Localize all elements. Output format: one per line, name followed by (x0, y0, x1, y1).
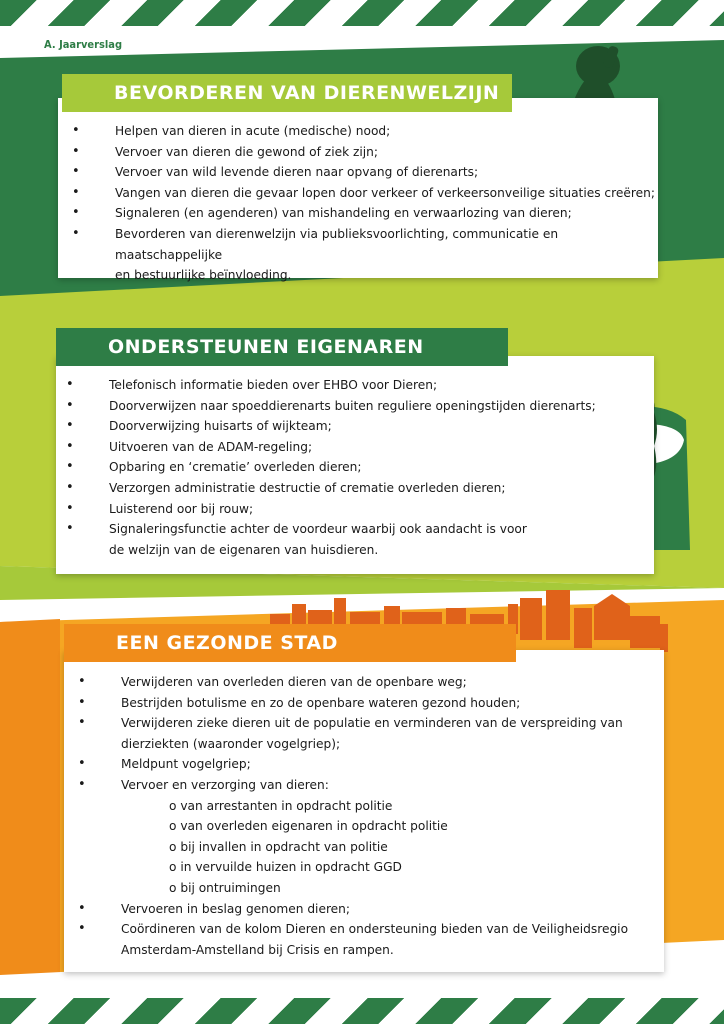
list-item: • Telefonisch informatie bieden over EHBO voor Dieren; (52, 375, 652, 396)
list-item-continued: dierziekten (waaronder vogelgriep); (121, 736, 341, 751)
list-item: • Verwijderen van overleden dieren van de openbare weg; (64, 672, 664, 693)
list-eigenaren (52, 375, 652, 560)
list-item: • Vervoeren in beslag genomen dieren; (64, 899, 664, 920)
list-item-continued: en bestuurlijke beïnvloeding. (115, 268, 292, 283)
list-item: • Verzorgen administratie destructie of crematie overleden dieren; (52, 478, 652, 499)
sub-list-item: o bij ontruimingen (169, 880, 281, 895)
list-item: • Signaleringsfunctie achter de voordeur waarbij ook aandacht is voor (52, 519, 652, 540)
list-item: • Opbaring en ‘crematie’ overleden dieren; (52, 457, 652, 478)
list-item: • Doorverwijzing huisarts of wijkteam; (52, 416, 652, 437)
list-gezonde-stad (64, 672, 664, 960)
sub-list-item: o bij invallen in opdracht van politie (169, 839, 388, 854)
list-item: • Uitvoeren van de ADAM-regeling; (52, 437, 652, 458)
list-dierenwelzijn (58, 121, 658, 286)
list-item: • Luisterend oor bij rouw; (52, 499, 652, 520)
list-item: • Signaleren (en agenderen) van mishandeling en verwaarlozing van dieren; (58, 203, 658, 224)
list-item: • Bestrijden botulisme en zo de openbare wateren gezond houden; (64, 693, 664, 714)
section-title-dierenwelzijn: BEVORDEREN VAN DIERENWELZIJN (62, 74, 512, 112)
section-title-gezonde-stad: EEN GEZONDE STAD (64, 624, 516, 662)
list-item: • Verwijderen zieke dieren uit de populatie en verminderen van de verspreiding van (64, 713, 664, 734)
section-title-eigenaren: ONDERSTEUNEN EIGENAREN (56, 328, 508, 366)
list-item: • Coördineren van de kolom Dieren en ondersteuning bieden van de Veiligheidsregio (64, 919, 664, 940)
section-label: A. Jaarverslag (44, 38, 123, 51)
list-item: • Meldpunt vogelgriep; (64, 754, 664, 775)
list-item-continued: Amsterdam-Amstelland bij Crisis en rampen. (121, 942, 394, 957)
sub-list-item: o van overleden eigenaren in opdracht politie (169, 819, 448, 834)
list-item: • Bevorderen van dierenwelzijn via publieksvoorlichting, communicatie en maatschappelijke (58, 224, 658, 265)
list-item: • Vangen van dieren die gevaar lopen door verkeer of verkeersonveilige situaties creëren; (58, 183, 658, 204)
list-item-continued: de welzijn van de eigenaren van huisdieren. (109, 542, 379, 557)
list-item: • Helpen van dieren in acute (medische) nood; (58, 121, 658, 142)
sub-list-item: o in vervuilde huizen in opdracht GGD (169, 860, 402, 875)
orange-band-left (0, 619, 60, 990)
list-item: • Vervoer van dieren die gewond of ziek zijn; (58, 142, 658, 163)
list-item: • Vervoer en verzorging van dieren: (64, 775, 664, 796)
sub-list-item: o van arrestanten in opdracht politie (169, 798, 393, 813)
list-item: • Doorverwijzen naar spoeddierenarts buiten reguliere openingstijden dierenarts; (52, 396, 652, 417)
list-item: • Vervoer van wild levende dieren naar opvang of dierenarts; (58, 162, 658, 183)
